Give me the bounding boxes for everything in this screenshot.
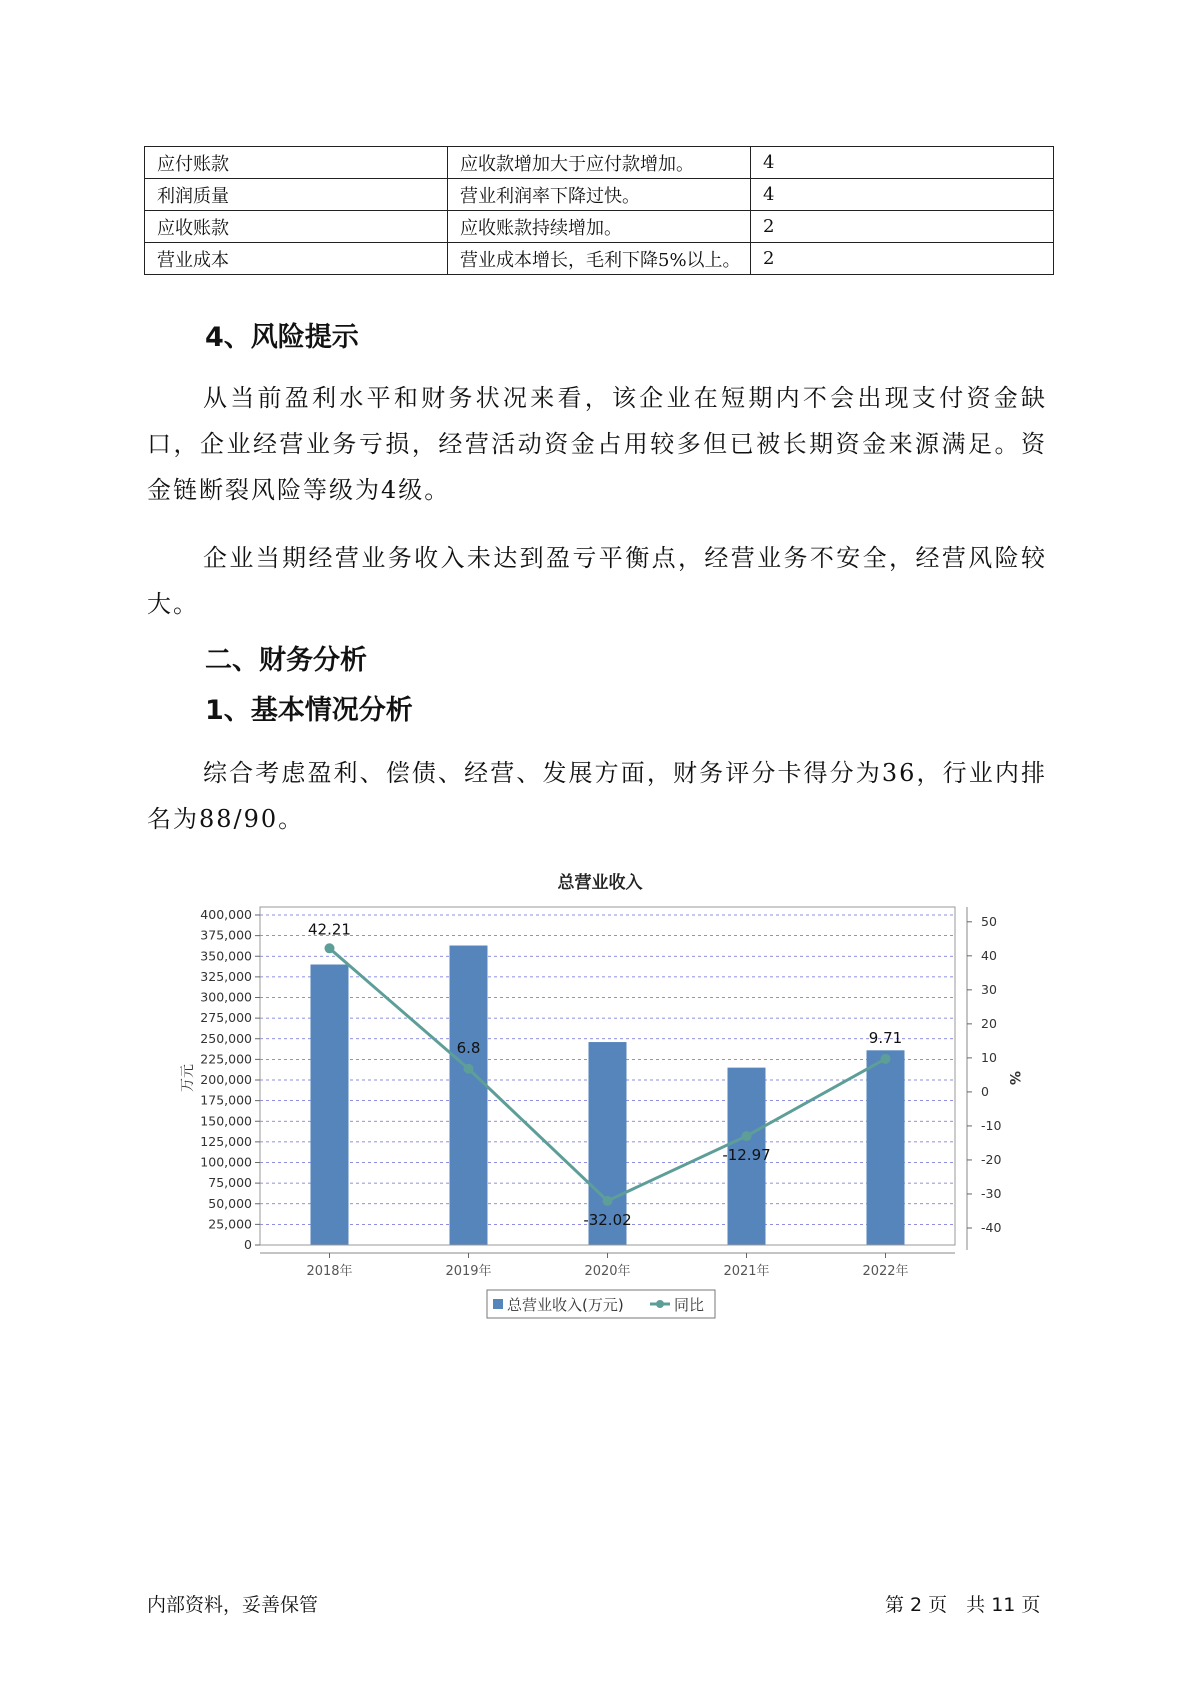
- legend-line-marker: [656, 1300, 664, 1308]
- table-cell-desc: 营业利润率下降过快。: [448, 179, 751, 211]
- y-tick-label: 325,000: [200, 968, 252, 984]
- y-tick-label: 50,000: [208, 1195, 252, 1211]
- y-tick-label: 100,000: [200, 1154, 252, 1170]
- y-tick-label: 150,000: [200, 1113, 252, 1129]
- table-cell-desc: 营业成本增长，毛利下降5%以上。: [448, 243, 751, 275]
- risk-paragraph-2: 企业当期经营业务收入未达到盈亏平衡点，经营业务不安全，经营风险较大。: [147, 544, 1047, 618]
- y2-tick-label: -40: [981, 1219, 1002, 1235]
- table-cell-score: 2: [751, 211, 1054, 243]
- table-cell-score: 4: [751, 147, 1054, 179]
- table-cell-item: 营业成本: [145, 243, 448, 275]
- table-row: [145, 243, 1054, 275]
- y-tick-label: 275,000: [200, 1010, 252, 1026]
- table-cell-score: 4: [751, 179, 1054, 211]
- revenue-chart: [0, 860, 1191, 1340]
- revenue-bar: [450, 946, 488, 1245]
- risk-items-table: [144, 146, 1054, 275]
- yoy-point: [742, 1131, 752, 1141]
- y-tick-label: 375,000: [200, 927, 252, 943]
- y-tick-label: 250,000: [200, 1030, 252, 1046]
- y-tick-label: 300,000: [200, 989, 252, 1005]
- risk-heading: 4、风险提示: [205, 322, 359, 353]
- x-tick-label: 2018年: [306, 1264, 353, 1279]
- x-tick-label: 2022年: [862, 1264, 909, 1279]
- legend-bar-label: 总营业收入(万元): [507, 1296, 624, 1314]
- legend-bar-swatch: [493, 1299, 503, 1309]
- chart-title: 总营业收入: [557, 873, 643, 893]
- table-row: [145, 211, 1054, 243]
- y-tick-label: 225,000: [200, 1051, 252, 1067]
- basic-analysis-heading: 1、基本情况分析: [205, 695, 413, 726]
- footer-confidential: 内部资料，妥善保管: [147, 1594, 319, 1616]
- y-tick-label: 400,000: [200, 907, 252, 922]
- revenue-bar: [311, 965, 349, 1246]
- table-cell-item: 应收账款: [145, 211, 448, 243]
- yoy-data-label: 9.71: [868, 1028, 903, 1047]
- y-tick-label: 75,000: [208, 1175, 252, 1191]
- y2-tick-label: 30: [981, 981, 997, 997]
- y2-tick-label: 50: [981, 913, 997, 929]
- footer-page-number: 第 2 页 共 11 页: [885, 1594, 1041, 1616]
- table-cell-item: 应付账款: [145, 147, 448, 179]
- risk-paragraph-1: 从当前盈利水平和财务状况来看，该企业在短期内不会出现支付资金缺口，企业经营业务亏损，经营活动资金占用较多但已被长期资金来源满足。资金链断裂风险等级为4级。: [147, 384, 1047, 504]
- table-cell-score: 2: [751, 243, 1054, 275]
- y2-tick-label: 40: [981, 947, 997, 963]
- y2-tick-label: -30: [981, 1185, 1002, 1201]
- y2-tick-label: 20: [981, 1015, 997, 1031]
- yoy-data-label: -32.02: [583, 1210, 632, 1229]
- financial-analysis-heading: 二、财务分析: [205, 645, 367, 676]
- y-tick-label: 200,000: [200, 1072, 252, 1087]
- yoy-point: [603, 1196, 613, 1206]
- x-tick-label: 2021年: [723, 1264, 770, 1279]
- x-tick-label: 2020年: [584, 1264, 631, 1279]
- y2-tick-label: 0: [981, 1083, 989, 1099]
- table-cell-desc: 应收账款持续增加。: [448, 211, 751, 243]
- x-tick-label: 2019年: [445, 1264, 492, 1279]
- y-tick-label: 125,000: [200, 1133, 252, 1149]
- revenue-bar: [867, 1050, 905, 1245]
- y-tick-label: 25,000: [208, 1216, 252, 1232]
- yoy-point: [325, 943, 335, 953]
- y-tick-label: 175,000: [200, 1092, 252, 1108]
- yoy-point: [881, 1054, 891, 1064]
- basic-analysis-paragraph: 综合考虑盈利、偿债、经营、发展方面，财务评分卡得分为36，行业内排名为88/90。: [147, 759, 1047, 833]
- y2-axis-label: %: [1006, 1070, 1022, 1086]
- table-cell-desc: 应收款增加大于应付款增加。: [448, 147, 751, 179]
- yoy-data-label: 42.21: [308, 920, 351, 939]
- y2-tick-label: -10: [981, 1117, 1002, 1133]
- table-row: [145, 179, 1054, 211]
- table-cell-item: 利润质量: [145, 179, 448, 211]
- yoy-data-label: 6.8: [456, 1038, 481, 1057]
- chart-legend: [487, 1290, 715, 1318]
- yoy-data-label: -12.97: [722, 1146, 771, 1165]
- y-tick-label: 350,000: [200, 948, 252, 964]
- y2-tick-label: 10: [981, 1049, 997, 1065]
- y-axis-label: 万元: [180, 1064, 196, 1092]
- table-row: [145, 147, 1054, 179]
- yoy-point: [464, 1064, 474, 1074]
- y2-tick-label: -20: [981, 1151, 1002, 1167]
- y-tick-label: 0: [244, 1237, 252, 1252]
- legend-line-label: 同比: [674, 1296, 705, 1314]
